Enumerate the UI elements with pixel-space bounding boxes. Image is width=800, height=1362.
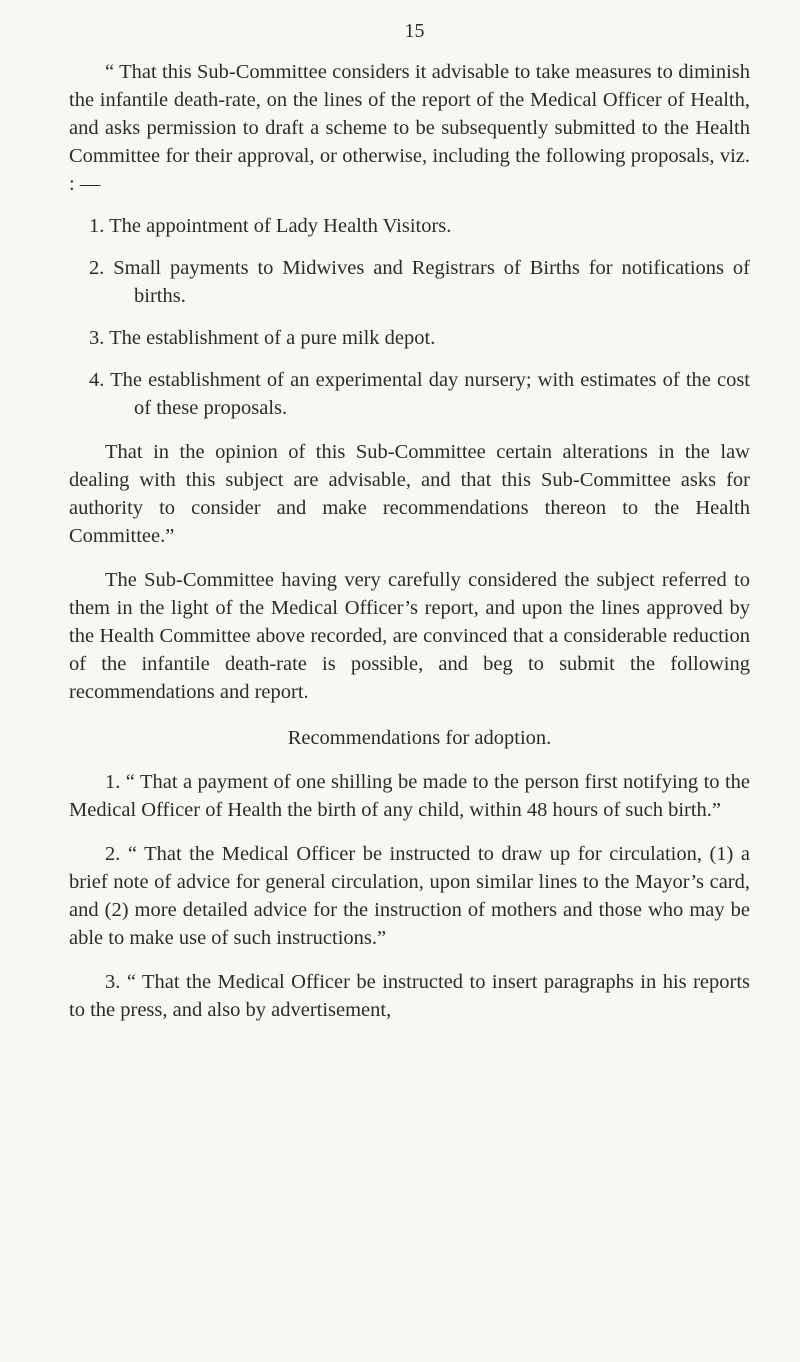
recommendations-heading: Recommendations for adoption. (287, 727, 552, 749)
proposal-item-3: 3. The establishment of a pure milk depot. (89, 327, 436, 349)
proposal-item-2: 2. Small payments to Midwives and Registrars of Births for notifications of births. (89, 257, 750, 307)
recommendation-1: 1. “ That a payment of one shilling be made to the person first notifying to the Medical Officer of Health the birth of any child, within 48 hours of such birth.” (69, 771, 750, 821)
considered-paragraph: The Sub-Committee having very carefully considered the subject referred to them in the light of the Medical Officer’s report, and upon the lines approved by the Health Committee above recorded, are convinced that a considerable reduction of the infantile death-rate is possible, and beg to submit the following recommendations and report. (69, 569, 750, 703)
page-number: 15 (404, 20, 425, 42)
recommendation-2: 2. “ That the Medical Officer be instructed to draw up for circulation, (1) a brief note of advice for general circulation, upon similar lines to the Mayor’s card, and (2) more detailed advice for the instruction of mothers and those who may be able to make use of such instructions.” (69, 843, 750, 949)
proposal-item-1: 1. The appointment of Lady Health Visitors. (89, 215, 452, 237)
recommendation-3: 3. “ That the Medical Officer be instructed to insert paragraphs in his reports to the press, and also by advertisement, (69, 971, 750, 1021)
intro-paragraph: “ That this Sub-Committee considers it advisable to take measures to diminish the infantile death-rate, on the lines of the report of the Medical Officer of Health, and asks permission to draft a scheme to be subsequently submitted to the Health Committee for their approval, or otherwise, including the following proposals, viz. : — (69, 61, 750, 195)
alterations-paragraph: That in the opinion of this Sub-Committee certain alterations in the law dealing with this subject are advisable, and that this Sub-Committee asks for authority to consider and make recommendations thereon to the Health Committee.” (69, 441, 750, 547)
proposal-item-4: 4. The establishment of an experimental day nursery; with estimates of the cost of these proposals. (89, 369, 750, 419)
